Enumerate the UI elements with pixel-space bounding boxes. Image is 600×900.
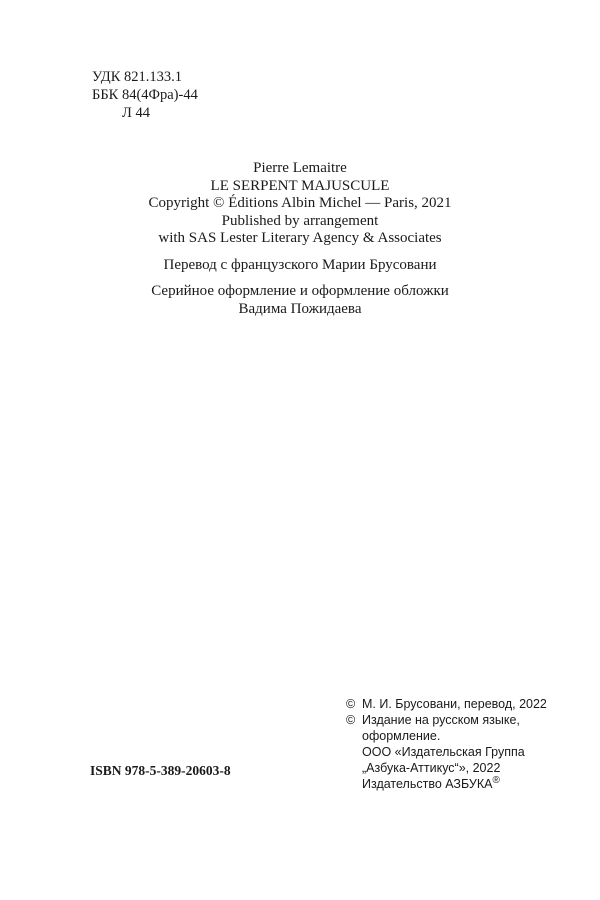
literary-agency: with SAS Lester Literary Agency & Associates bbox=[158, 230, 442, 246]
design-credit-line1: Серийное оформление и оформление обложки bbox=[151, 283, 449, 299]
classification-block bbox=[92, 68, 198, 122]
copyright-entry-text: оформление. bbox=[362, 729, 441, 743]
original-title: LE SERPENT MAJUSCULE bbox=[210, 177, 390, 194]
bbk-code: ББК 84(4Фра)-44 bbox=[92, 87, 198, 103]
copyright-entry-line bbox=[346, 744, 547, 760]
copyright-notices bbox=[346, 696, 547, 792]
copyright-symbol: © bbox=[346, 713, 356, 727]
copyright-entry-line bbox=[346, 776, 547, 792]
credits-block bbox=[60, 160, 540, 318]
copyright-entry-text: Издание на русском языке, bbox=[362, 713, 520, 727]
copyright-entry-text bbox=[362, 776, 500, 792]
udk-code: УДК 821.133.1 bbox=[92, 69, 182, 85]
design-credit-line2: Вадима Пожидаева bbox=[238, 300, 362, 317]
copyright-entry-line bbox=[346, 728, 547, 744]
isbn-number: ISBN 978-5-389-20603-8 bbox=[90, 763, 231, 778]
author-mark: Л 44 bbox=[122, 105, 150, 121]
copyright-entry-text: ООО «Издательская Группа bbox=[362, 745, 525, 759]
copyright-entry-text: М. И. Брусовани, перевод, 2022 bbox=[362, 697, 547, 711]
original-author: Pierre Lemaitre bbox=[253, 160, 347, 176]
registered-trademark-symbol: ® bbox=[492, 775, 500, 786]
copyright-entry-translation bbox=[346, 696, 547, 712]
copyright-entry-line bbox=[346, 760, 547, 776]
original-copyright: Copyright © Éditions Albin Michel — Paris, 2021 bbox=[148, 195, 452, 211]
translation-credit: Перевод с французского Марии Брусовани bbox=[163, 256, 437, 273]
copyright-entry-edition bbox=[346, 712, 547, 728]
publisher-name: Издательство АЗБУКА bbox=[362, 777, 493, 791]
publishing-arrangement: Published by arrangement bbox=[221, 212, 379, 229]
copyright-symbol: © bbox=[346, 697, 356, 711]
copyright-entry-text: „Азбука-Аттикус“», 2022 bbox=[362, 761, 501, 775]
